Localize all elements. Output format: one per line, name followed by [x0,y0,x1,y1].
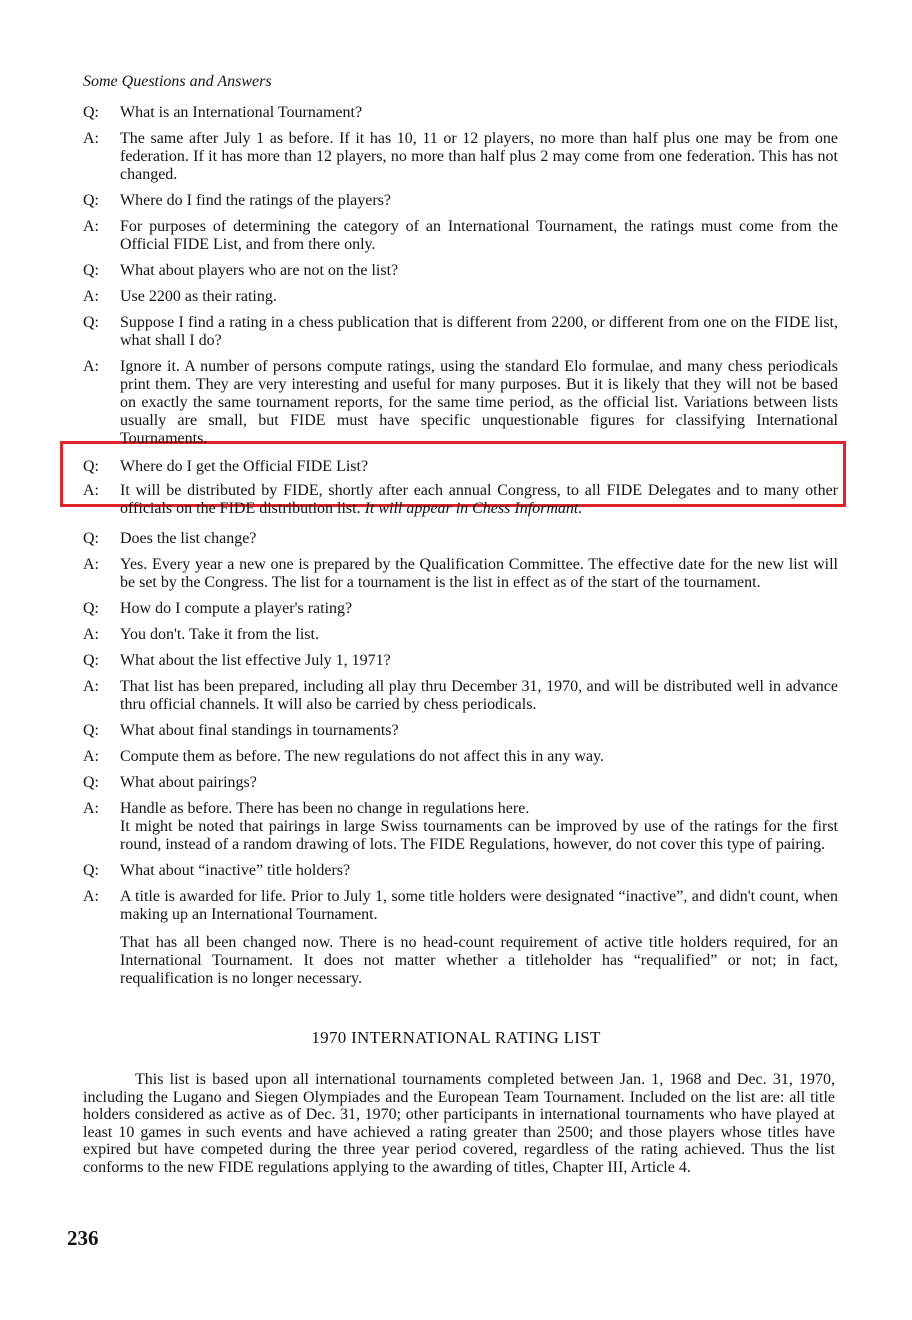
qa-label [83,934,120,988]
qa-row [83,104,838,122]
qa-row [83,678,838,714]
qa-label: Q: [83,192,99,209]
qa-row [83,556,838,592]
qa-label: A: [83,218,99,235]
qa-row [83,288,838,306]
qa-text-line: It might be noted that pairings in large Swiss tournaments can be improved by use of the ratings for the first round, instead of a random drawing of lots. The FIDE Regulations, however, do not cover this type of pairing. [120,818,838,853]
qa-text [120,482,838,518]
qa-row [83,748,838,766]
qa-text: Use 2200 as their rating. [120,288,277,305]
qa-label: Q: [83,774,99,791]
qa-row [83,314,838,350]
qa-row [83,774,838,792]
qa-row [83,626,838,644]
qa-row [83,192,838,210]
qa-text: What about pairings? [120,774,257,791]
qa-text: Yes. Every year a new one is prepared by the Qualification Committee. The effective date for the new list will be set by the Congress. The list for a tournament is the list in effect as of the start of the tournament. [120,556,838,591]
qa-label: A: [83,358,99,375]
section-paragraph: This list is based upon all international tournaments completed between Jan. 1, 1968 and Dec. 31, 1970, including the Lugano and Siegen Olympiades and the European Team Tournament. Included on the list are: all title holders considered as active as of Dec. 31, 1970; other participants in international tournaments who have played at least 10 games in such events and have achieved a rating greater than 2500; and those players whose titles have expired but have competed during the three year period covered, regardless of the rating achieved. Thus the list conforms to the new FIDE regulations applying to the awarding of titles, Chapter III, Article 4. [83,1071,835,1176]
qa-text: That has all been changed now. There is no head-count requirement of active title holders required, for an International Tournament. It does not matter whether a titleholder has “requalified” or not; in fact, requalification is no longer necessary. [120,934,838,987]
qa-text: Where do I find the ratings of the players? [120,192,392,209]
section-title: 1970 INTERNATIONAL RATING LIST [311,1028,601,1047]
qa-text: What about “inactive” title holders? [120,862,351,879]
qa-label: Q: [83,722,99,739]
qa-text-italic: It will appear in Chess Informant. [364,500,583,517]
qa-label: A: [83,130,99,147]
qa-text: That list has been prepared, including all play thru December 31, 1970, and will be distributed well in advance thru official channels. It will also be carried by chess periodicals. [120,678,838,713]
qa-label: A: [83,800,99,817]
qa-row [83,600,838,618]
qa-text: What about the list effective July 1, 1971? [120,652,391,669]
running-head: Some Questions and Answers [83,73,272,90]
qa-text: You don't. Take it from the list. [120,626,319,643]
qa-text: For purposes of determining the category of an International Tournament, the ratings must come from the Official FIDE List, and from there only. [120,218,838,253]
page-number: 236 [67,1226,99,1250]
qa-label: Q: [83,262,99,279]
qa-row [83,358,838,448]
qa-row [83,130,838,184]
qa-text: How do I compute a player's rating? [120,600,353,617]
qa-text-main: It will be distributed by FIDE, shortly after each annual Congress, to all FIDE Delegates and to many other officials on the FIDE distribution list. [120,482,838,517]
qa-row [83,722,838,740]
qa-text: Suppose I find a rating in a chess publication that is different from 2200, or different from one on the FIDE list, what shall I do? [120,314,838,349]
qa-row [83,458,838,476]
qa-text: A title is awarded for life. Prior to July 1, some title holders were designated “inactive”, and didn't count, when making up an International Tournament. [120,888,838,923]
qa-label: A: [83,748,99,765]
qa-label: A: [83,678,99,695]
qa-label: Q: [83,652,99,669]
qa-row [83,934,838,988]
qa-label: Q: [83,458,99,475]
qa-row [83,800,838,854]
qa-text: Does the list change? [120,530,257,547]
qa-text: What about final standings in tournaments? [120,722,399,739]
qa-row [83,262,838,280]
qa-text: The same after July 1 as before. If it has 10, 11 or 12 players, no more than half plus one may be from one federation. If it has more than 12 players, no more than half plus 2 may come from one federation. This has not changed. [120,130,838,183]
qa-text-line: Handle as before. There has been no change in regulations here. [120,800,530,817]
qa-text: Ignore it. A number of persons compute ratings, using the standard Elo formulae, and many chess periodicals print them. They are very interesting and useful for many purposes. But it is likely that they will not be based on exactly the same tournament reports, for the same time period, as the official list. Variations between lists usually are small, but FIDE must have specific unquestionable figures for classifying International Tournaments. [120,358,838,447]
qa-label: Q: [83,862,99,879]
qa-text: Compute them as before. The new regulations do not affect this in any way. [120,748,605,765]
qa-label: A: [83,288,99,305]
qa-label: Q: [83,104,99,121]
qa-label: A: [83,626,99,643]
qa-row [83,530,838,548]
qa-row [83,888,838,924]
qa-row [83,862,838,880]
qa-label: A: [83,482,99,499]
qa-label: Q: [83,530,99,547]
qa-text: What about players who are not on the list? [120,262,399,279]
qa-row [83,218,838,254]
qa-text [120,800,838,854]
qa-label: Q: [83,314,99,331]
qa-text: Where do I get the Official FIDE List? [120,458,369,475]
qa-section [83,104,838,988]
qa-label: A: [83,888,99,905]
qa-row [83,482,838,518]
qa-row [83,652,838,670]
qa-label: A: [83,556,99,573]
qa-label: Q: [83,600,99,617]
qa-text: What is an International Tournament? [120,104,363,121]
